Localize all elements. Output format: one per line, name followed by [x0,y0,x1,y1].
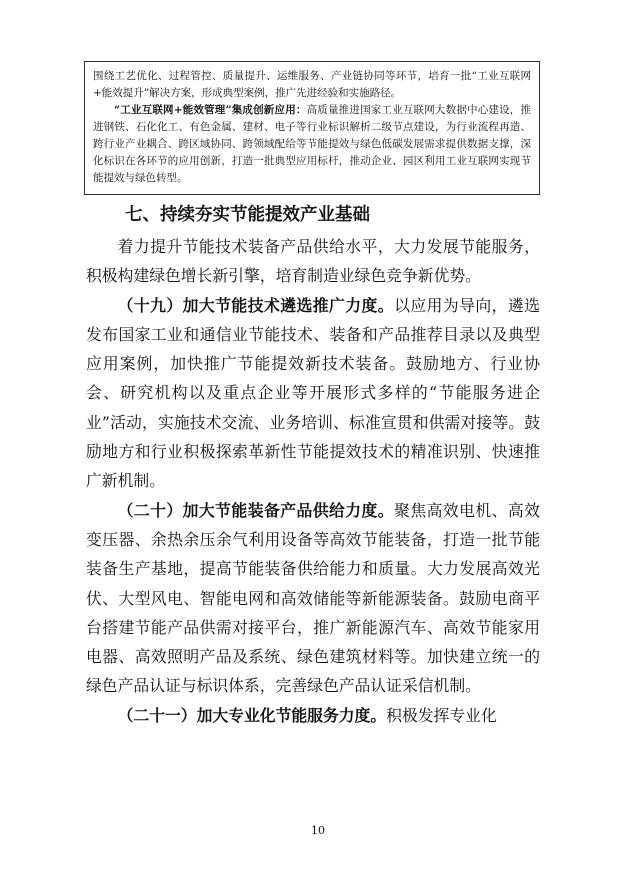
box-paragraph-1: 围绕工艺优化、过程管控、质量提升、运维服务、产业链协同等环节，培育一批“工业互联网+能效提升”解决方案，形成典型案例，推广先进经验和实施路径。 [93,70,531,99]
box-paragraph-2-title: “工业互联网+能效管理”集成创新应用： [114,104,307,116]
paragraph-20 [86,496,540,701]
paragraph-19 [86,291,540,496]
paragraph-19-body: 以应用为导向，遴选发布国家工业和通信业节能技术、装备和产品推荐目录以及典型应用案例，加快推广节能提效新技术装备。鼓励地方、行业协会、研究机构以及重点企业等开展形式多样的“节能服务进企业”活动，实施技术交流、业务培训、标准宣贯和供需对接等。鼓励地方和行业积极探索革新性节能提效技术的精准识别、快速推广新机制。 [86,295,540,491]
section-title: 七、持续夯实节能提效产业基础 [125,205,370,225]
paragraph-21 [86,701,540,730]
paragraph-21-body: 积极发挥专业化 [386,705,497,725]
body-text [86,232,540,730]
paragraph-20-body: 聚焦高效电机、高效变压器、余热余压余气利用设备等高效节能装备，打造一批节能装备生产基地，提高节能装备供给能力和质量。大力发展高效光伏、大型风电、智能电网和高效储能等新能源装备。鼓励电商平台搭建节能产品供需对接平台，推广新能源汽车、高效节能家用电器、高效照明产品及系统、绿色建筑材料等。加快建立统一的绿色产品认证与标识体系，完善绿色产品认证采信机制。 [86,500,540,696]
paragraph-20-title: （二十）加大节能装备产品供给力度。 [117,500,395,520]
intro-paragraph: 着力提升节能技术装备产品供给水平，大力发展节能服务，积极构建绿色增长新引擎，培育制造业绿色竞争新优势。 [86,237,540,286]
box-paragraph-2-body: 高质量推进国家工业互联网大数据中心建设，推进钢铁、石化化工、有色金属、建材、电子等行业标识解析二级节点建设，为行业流程再造、跨行业产业耦合、跨区域协同、跨领域配给等节能提效与绿色低碳发展需求提供数据支撑，深化标识在各环节的应用创新，打造一批典型应用标杆，推动企业、园区利用工业互联网实现节能提效与绿色转型。 [93,104,531,184]
page-number: 10 [311,824,325,837]
highlight-box [84,61,540,195]
paragraph-19-title: （十九）加大节能技术遴选推广力度。 [117,295,395,315]
box-paragraph-2 [93,102,531,187]
paragraph-21-title: （二十一）加大专业化节能服务力度。 [117,705,387,725]
